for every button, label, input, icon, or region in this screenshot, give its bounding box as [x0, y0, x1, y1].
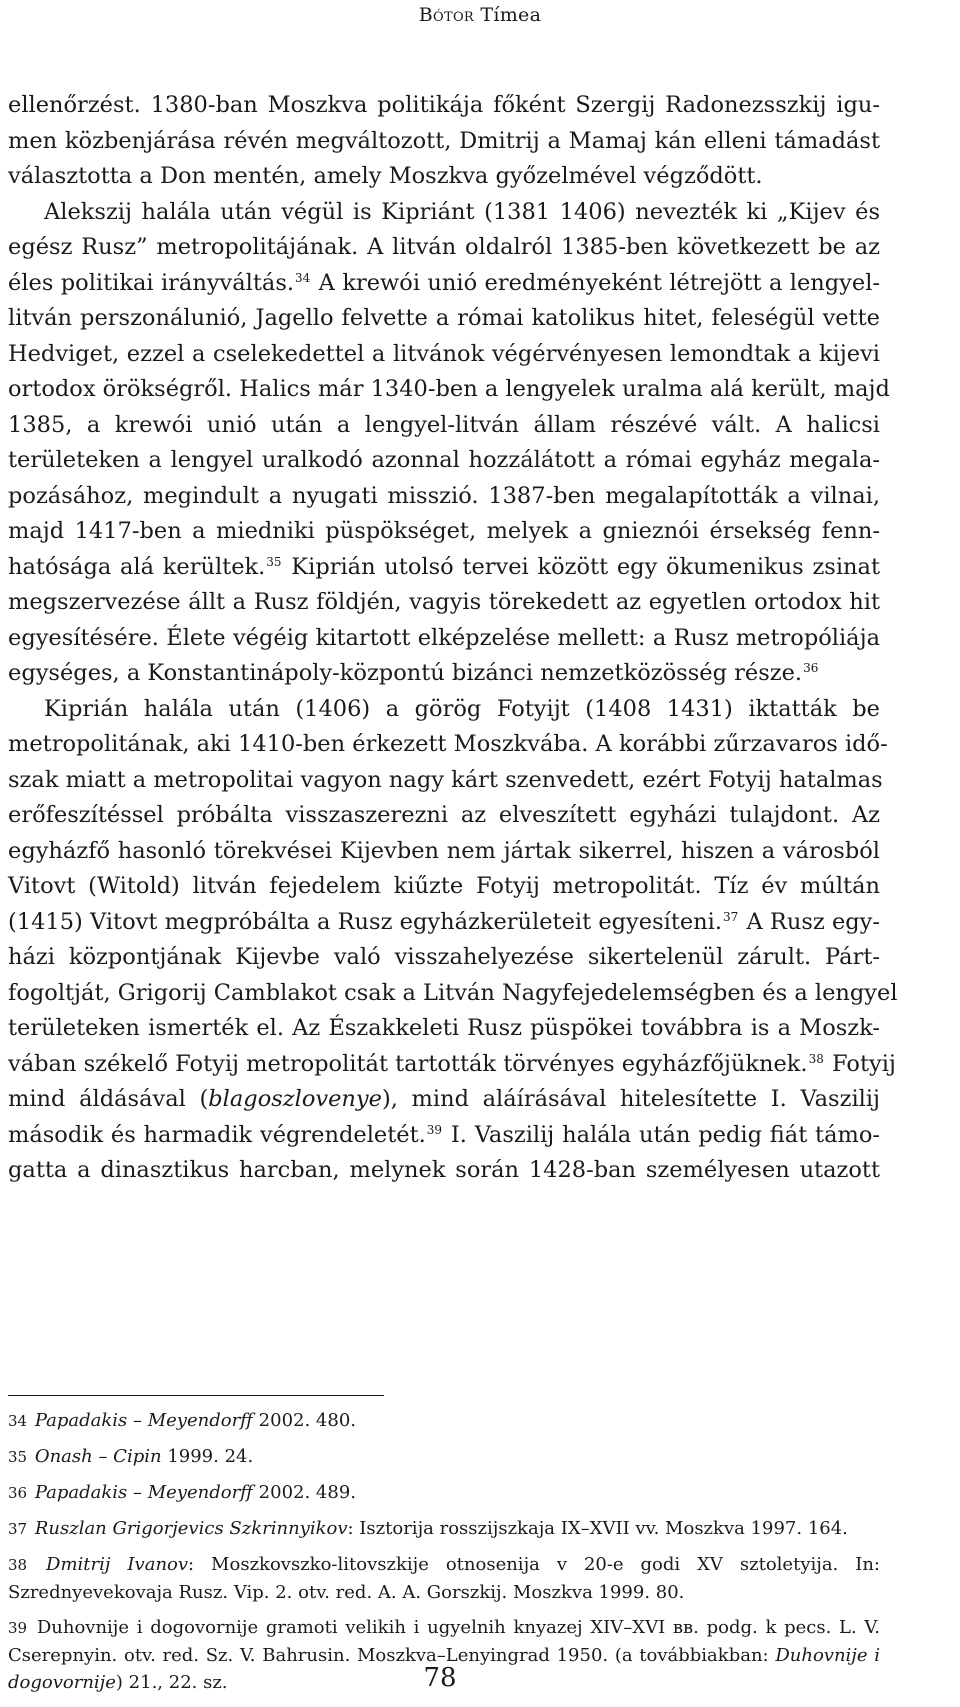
body-line: házi központjának Kijevbe való visszahelyezése sikertelenül zárult. Párt- — [8, 944, 880, 970]
footnote-number: 39 — [8, 1619, 28, 1637]
footnote-39: 39 Duhovnije i dogovornije gramoti velikih i ugyelnih knyazej XIV–XVI вв. podg. k pecs. L. V. Cserepnyin. otv. red. Sz. V. Bahrusin. Moszkva–Lenyingrad 1950. (a továbbiakban: Duhovnije i dogovornije) 21., 22. sz. — [8, 1617, 880, 1693]
body-line: ortodox örökségről. Halics már 1340-ben a lengyelek uralma alá került, majd — [8, 376, 890, 402]
body-line: területeken ismerték el. Az Északkeleti Rusz püspökei továbbra is a Moszk- — [8, 1015, 880, 1041]
body-line: mind áldásával (blagoszlovenye), mind aláírásával hitelesítette I. Vaszilij — [8, 1086, 881, 1112]
body-line: metropolitának, aki 1410-ben érkezett Moszkvába. A korábbi zűrzavaros idő- — [8, 731, 888, 757]
author-surname: Bótor — [418, 4, 475, 26]
footnote-34: 34 Papadakis – Meyendorff 2002. 480. — [8, 1410, 356, 1431]
footnote-number: 34 — [8, 1412, 28, 1430]
body-line: egyházfő hasonló törekvései Kijevben nem jártak sikerrel, hiszen a városból — [8, 837, 880, 864]
running-head — [0, 4, 960, 26]
italic-term: blagoszlovenye — [208, 1086, 382, 1112]
body-line: éles politikai irányváltás.$^{34}$ A krewói unió eredményeként létrejött a lengyel- — [8, 269, 880, 296]
footnote-ref: 38 — [808, 1051, 824, 1066]
footnote-38: 38 Dmitrij Ivanov: Moszkovszko-litovszkije otnosenija v 20-e godi XV sztoletyija. In: Szrednyevekovaja Rusz. Vip. 2. otv. red. A. A. Gorszkij. Moszkva 1999. 80. — [8, 1554, 880, 1603]
body-line: választotta a Don mentén, amely Moszkva győzelmével végződött. — [8, 163, 763, 189]
footnote-author: Onash – Cipin — [34, 1446, 162, 1467]
body-line: pozásához, megindult a nyugati misszió. 1387-ben megalapították a vilnai, — [8, 482, 880, 509]
footnote-ref: 34 — [295, 270, 311, 285]
footnotes — [8, 1407, 880, 1704]
footnote-number: 37 — [8, 1520, 28, 1538]
footnote-ref: 35 — [266, 554, 282, 569]
body-line: erőfeszítéssel próbálta visszaszerezni az elveszített egyházi tulajdont. Az — [8, 802, 880, 828]
footnote-author: Dmitrij Ivanov — [46, 1554, 189, 1575]
body-line: men közbenjárása révén megváltozott, Dmitrij a Mamaj kán elleni támadást — [8, 127, 880, 154]
footnote-35: 35 Onash – Cipin 1999. 24. — [8, 1446, 254, 1467]
body-line: egységes, a Konstantinápoly-központú bizánci nemzetközösség része.$^{36}$ — [8, 660, 819, 686]
body-line: megszervezése állt a Rusz földjén, vagyis törekedett az egyetlen ortodox hit — [8, 589, 880, 615]
footnote-separator — [8, 1395, 384, 1396]
footnote-number: 35 — [8, 1448, 28, 1466]
body-line: területeken a lengyel uralkodó azonnal hozzálátott a római egyház megala- — [8, 447, 880, 473]
body-line: gatta a dinasztikus harcban, melynek során 1428-ban személyesen utazott — [8, 1157, 880, 1183]
body-line: ellenőrzést. 1380-ban Moszkva politikája főként Szergij Radonezsszkij igu- — [8, 92, 880, 118]
body-line: majd 1417-ben a miedniki püspökséget, melyek a gnieznói érsekség fenn- — [8, 518, 880, 544]
footnote-ref: 37 — [723, 909, 739, 924]
body-line: fogoltját, Grigorij Camblakot csak a Litván Nagyfejedelemségben és a lengyel — [8, 979, 898, 1006]
body-line: egész Rusz” metropolitájának. A litván oldalról 1385-ben következett be az — [8, 234, 880, 260]
page-number: 78 — [423, 1663, 457, 1693]
body-line: (1415) Vitovt megpróbálta a Rusz egyházkerületeit egyesíteni.$^{37}$ A Rusz egy- — [8, 908, 880, 935]
footnote-author: Papadakis – Meyendorff — [34, 1410, 253, 1431]
body-line: Vitovt (Witold) litván fejedelem kiűzte Fotyij metropolitát. Tíz év múltán — [8, 873, 880, 899]
body-line: szak miatt a metropolitai vagyon nagy kárt szenvedett, ezért Fotyij hatalmas — [8, 766, 883, 793]
body-line: vában székelő Fotyij metropolitát tartották törvényes egyházfőjüknek.$^{38}$ Fotyij — [8, 1050, 896, 1077]
body-line: egyesítésére. Élete végéig kitartott elképzelése mellett: a Rusz metropóliája — [8, 624, 880, 651]
footnote-36: 36 Papadakis – Meyendorff 2002. 489. — [8, 1482, 356, 1503]
body-line: 1385, a krewói unió után a lengyel-litván állam részévé vált. A halicsi — [8, 411, 880, 438]
body-line: litván perszonálunió, Jagello felvette a római katolikus hitet, feleségül vette — [8, 305, 880, 331]
footnote-ref: 36 — [803, 661, 819, 675]
footnote-number: 38 — [8, 1556, 28, 1574]
footnote-37: 37 Ruszlan Grigorjevics Szkrinnyikov: Isztorija rosszijszkaja IX–XVII vv. Moszkva 1997. 164. — [8, 1518, 848, 1539]
author-given-name: Tímea — [480, 4, 542, 26]
footnote-ref: 39 — [426, 1122, 443, 1137]
body-line: hatósága alá kerültek.$^{35}$ Kiprián utolsó tervei között egy ökumenikus zsinat — [8, 553, 880, 580]
body-text — [8, 88, 898, 1189]
footnote-number: 36 — [8, 1484, 28, 1502]
body-line: Alekszij halála után végül is Kipriánt (1381 1406) nevezték ki „Kijev és — [44, 198, 880, 225]
body-line: Hedviget, ezzel a cselekedettel a litvánok végérvényesen lemondtak a kijevi — [8, 340, 880, 367]
body-line: második és harmadik végrendeletét.$^{39}$ I. Vaszilij halála után pedig fiát támo- — [8, 1121, 881, 1148]
footnote-author: Ruszlan Grigorjevics Szkrinnyikov — [34, 1518, 348, 1539]
body-line: Kiprián halála után (1406) a görög Fotyijt (1408 1431) iktatták be — [44, 695, 880, 722]
footnote-author: Papadakis – Meyendorff — [34, 1482, 253, 1503]
